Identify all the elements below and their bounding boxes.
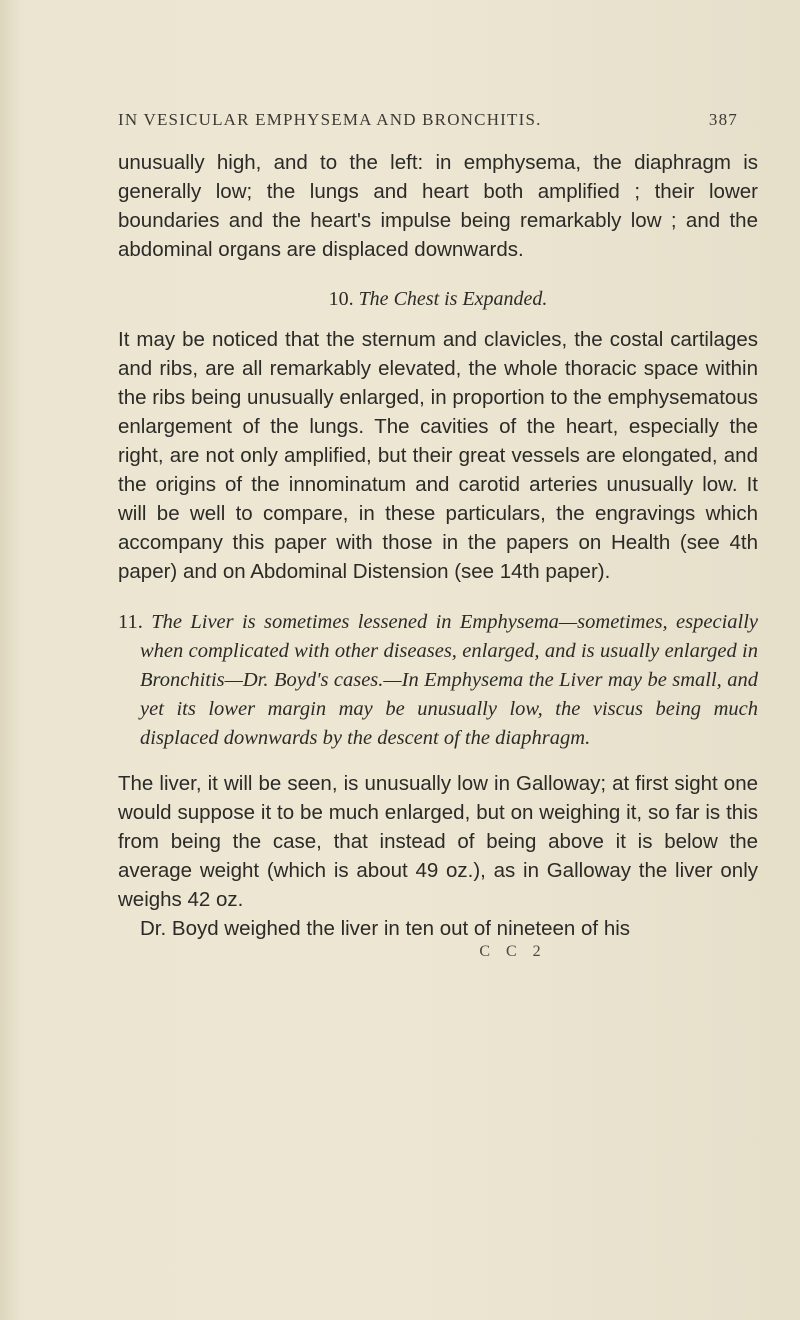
section-heading-11 <box>118 608 758 753</box>
section-title: The Liver is sometimes lessened in Emphysema—sometimes, especially when complicated with other diseases, enlarged, and is usually enlarged in Bronchitis—Dr. Boyd's cases.—In Emphysema the Liver may be small, and yet its lower margin may be unusually low, the viscus being much displaced downwards by the descent of the diaphragm. <box>140 611 759 749</box>
paragraph-boyd: Dr. Boyd weighed the liver in ten out of nineteen of his <box>140 917 631 940</box>
section-number: 11. <box>118 611 143 633</box>
signature-mark: C C 2 <box>479 943 547 960</box>
page-number: 387 <box>708 110 738 129</box>
section-heading-10 <box>118 288 758 311</box>
section-title: The Chest is Expanded. <box>358 288 548 310</box>
page-body <box>118 148 758 961</box>
running-title: IN VESICULAR EMPHYSEMA AND BRONCHITIS. <box>118 110 542 129</box>
paragraph-chest: It may be noticed that the sternum and clavicles, the costal cartilages and ribs, are all remarkably elevated, the whole thoracic space within the ribs being unusually enlarged, in proportion to the emphysematous enlargement of the lungs. The cavities of the heart, especially the right, are not only amplified, but their great vessels are elongated, and the origins of the innominatum and carotid arteries unusually low. It will be well to compare, in these particulars, the engravings which accompany this paper with those in the papers on Health (see 4th paper) and on Abdominal Distension (see 14th paper). <box>118 328 758 583</box>
paragraph-continuation: unusually high, and to the left: in emphysema, the diaphragm is generally low; the lungs and heart both amplified ; their lower boundaries and the heart's impulse being remarkably low ; and the abdominal organs are displaced downwards. <box>118 151 758 261</box>
section-number: 10. <box>328 288 354 310</box>
paragraph-liver: The liver, it will be seen, is unusually low in Galloway; at first sight one would suppose it to be much enlarged, but on weighing it, so far is this from being the case, that instead of being above it is below the average weight (which is about 49 oz.), as in Galloway the liver only weighs 42 oz. <box>118 772 758 911</box>
